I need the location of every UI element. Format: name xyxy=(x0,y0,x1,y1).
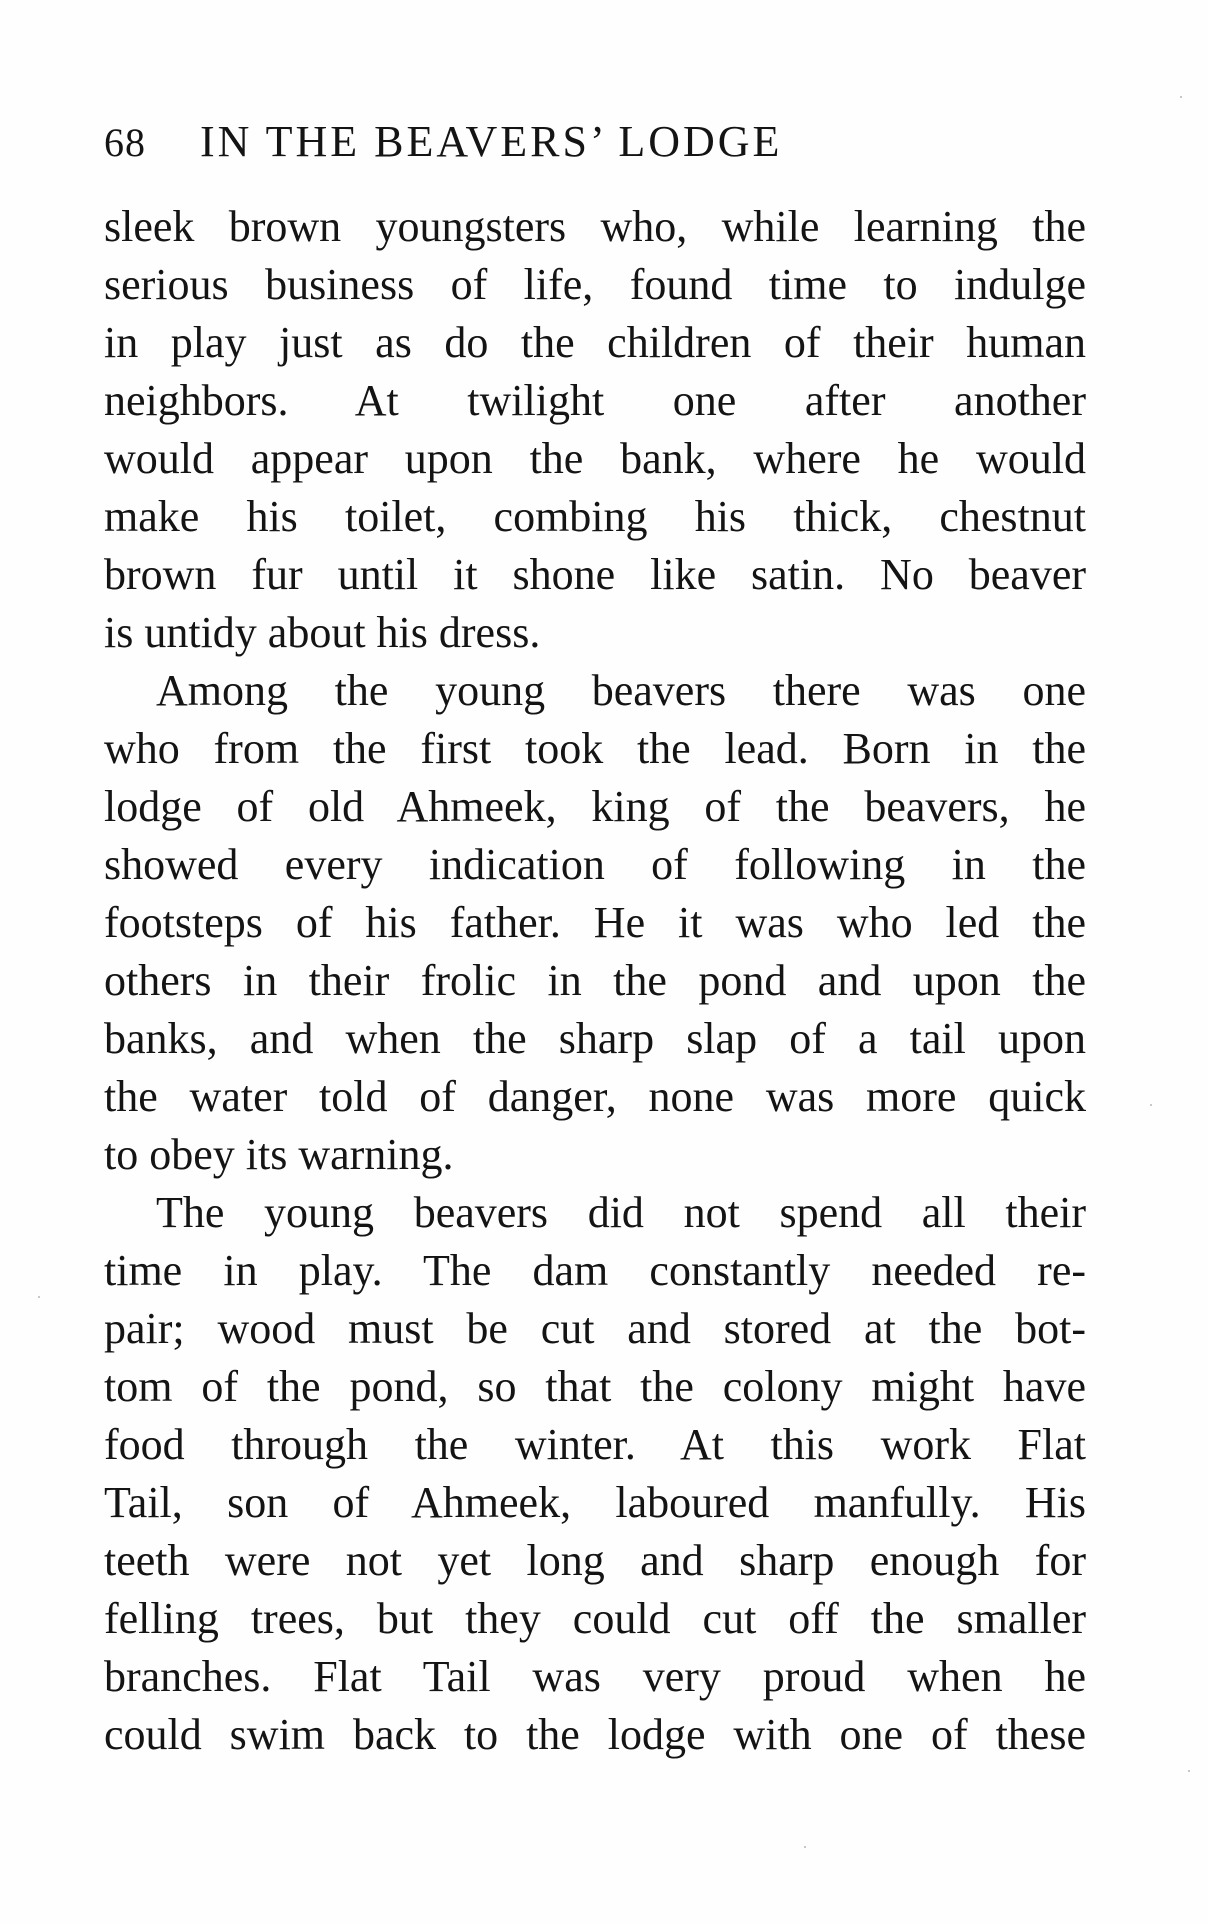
text-line: time in play. The dam constantly needed re- xyxy=(104,1246,1086,1295)
text-line: the water told of danger, none was more quick xyxy=(104,1072,1086,1121)
text-line: to obey its warning. xyxy=(104,1130,454,1179)
paper-speck xyxy=(804,1846,806,1848)
text-line: showed every indication of following in the xyxy=(104,840,1086,889)
text-line: sleek brown youngsters who, while learning the xyxy=(104,202,1086,251)
text-line: brown fur until it shone like satin. No beaver xyxy=(104,550,1086,599)
text-line: felling trees, but they could cut off the smaller xyxy=(104,1594,1086,1643)
paragraph-2 xyxy=(104,662,1086,1184)
paper-speck xyxy=(1150,1104,1152,1106)
page-header xyxy=(104,112,984,172)
text-line: in play just as do the children of their human xyxy=(104,318,1086,367)
text-line: could swim back to the lodge with one of these xyxy=(104,1710,1086,1759)
paper-speck xyxy=(1180,96,1182,98)
text-line: neighbors. At twilight one after another xyxy=(104,376,1086,425)
text-line: Tail, son of Ahmeek, laboured manfully. His xyxy=(104,1478,1086,1527)
text-line: The young beavers did not spend all their xyxy=(156,1188,1086,1237)
text-line: tom of the pond, so that the colony might have xyxy=(104,1362,1086,1411)
paper-speck xyxy=(38,1296,40,1298)
text-line: footsteps of his father. He it was who led the xyxy=(104,898,1086,947)
text-line: who from the first took the lead. Born in the xyxy=(104,724,1086,773)
running-head: IN THE BEAVERS’ LODGE xyxy=(200,117,783,166)
paragraph-3 xyxy=(104,1184,1086,1764)
body-text xyxy=(104,198,1086,1764)
text-line: make his toilet, combing his thick, chestnut xyxy=(104,492,1086,541)
text-line: is untidy about his dress. xyxy=(104,608,541,657)
text-line: lodge of old Ahmeek, king of the beavers, he xyxy=(104,782,1086,831)
text-line: teeth were not yet long and sharp enough for xyxy=(104,1536,1086,1585)
text-line: banks, and when the sharp slap of a tail upon xyxy=(104,1014,1086,1063)
text-line: branches. Flat Tail was very proud when he xyxy=(104,1652,1086,1701)
paper-speck xyxy=(1188,1770,1190,1772)
paragraph-1 xyxy=(104,198,1086,662)
text-line: others in their frolic in the pond and upon the xyxy=(104,956,1086,1005)
page-number: 68 xyxy=(104,120,146,165)
text-line: pair; wood must be cut and stored at the bot- xyxy=(104,1304,1086,1353)
text-line: serious business of life, found time to indulge xyxy=(104,260,1086,309)
text-line: would appear upon the bank, where he would xyxy=(104,434,1086,483)
text-line: Among the young beavers there was one xyxy=(156,666,1086,715)
text-line: food through the winter. At this work Flat xyxy=(104,1420,1086,1469)
